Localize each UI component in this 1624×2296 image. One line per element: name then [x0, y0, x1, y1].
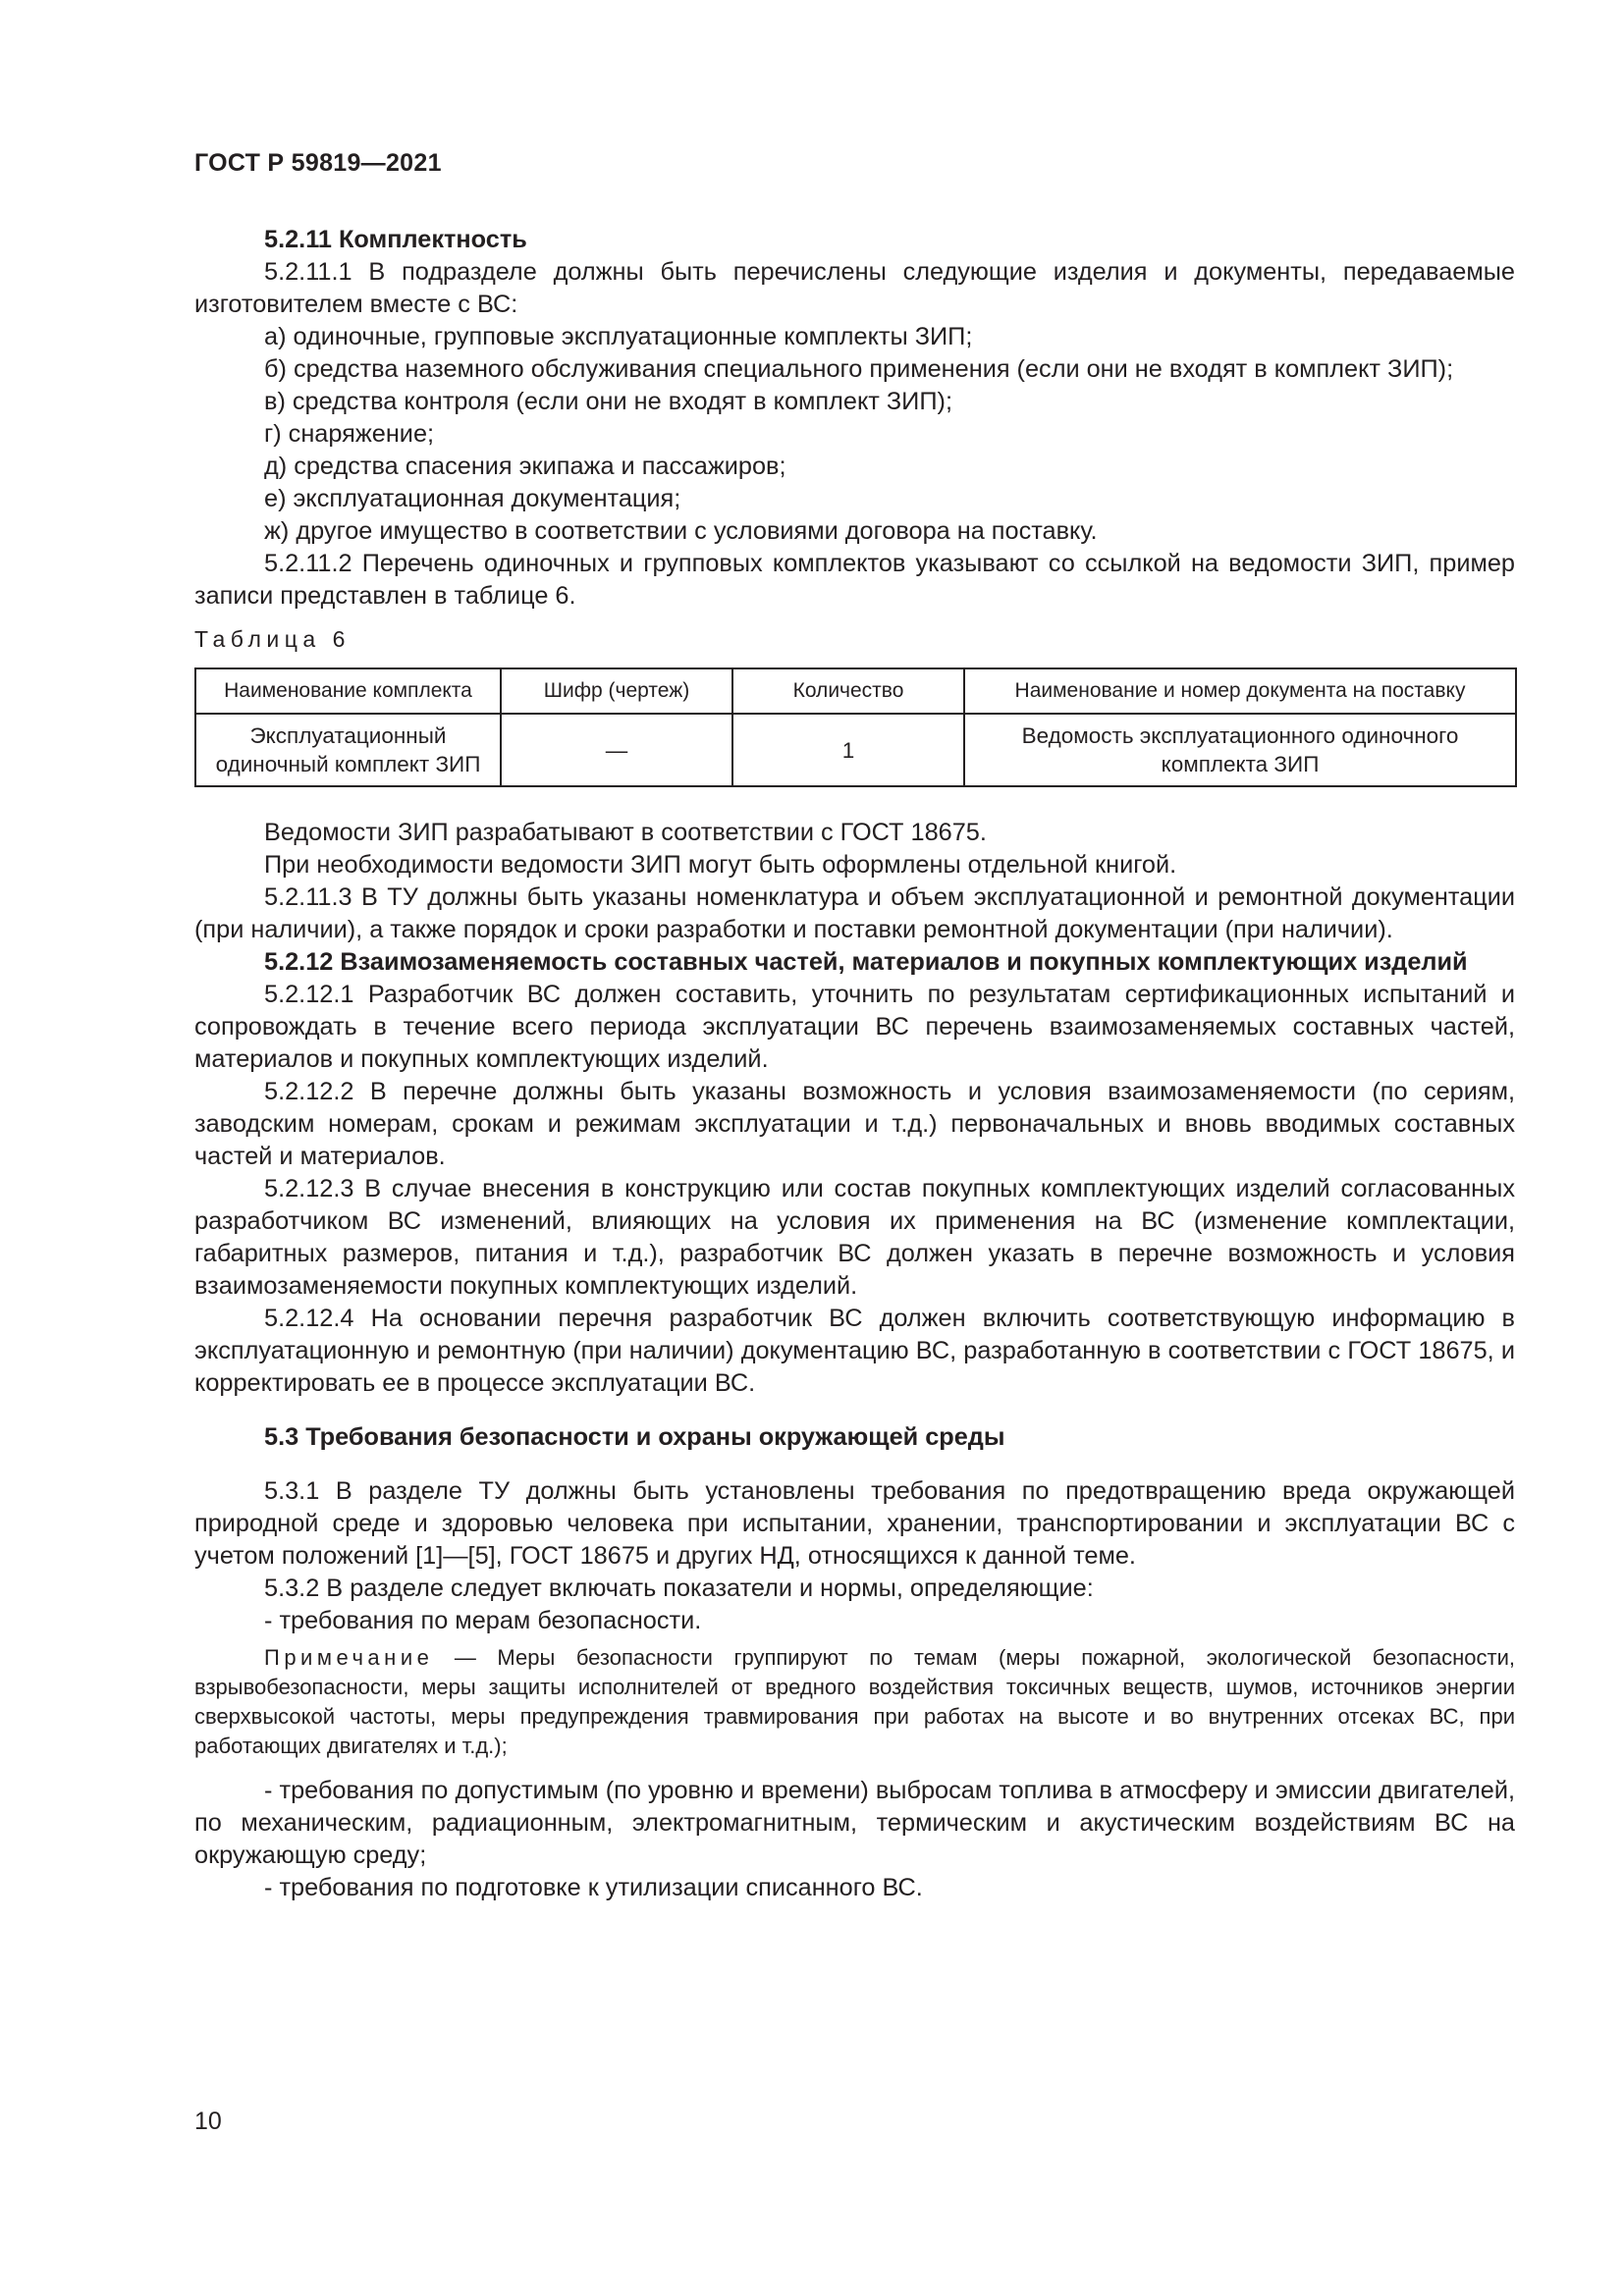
- requirement-item-2: - требования по допустимым (по уровню и времени) выбросам топлива в атмосферу и эмиссии двигателей, по механическим, радиационным, электромагнитным, термическим и акустическим воздействиям ВС на окружающую среду;: [194, 1777, 1515, 1869]
- paragraph-zip-book: При необходимости ведомости ЗИП могут быть оформлены отдельной книгой.: [264, 851, 1177, 879]
- requirement-item-1: - требования по мерам безопасности.: [264, 1607, 702, 1634]
- note-label: Примечание: [264, 1645, 434, 1670]
- table-row: [195, 714, 1516, 786]
- list-item-b: б) средства наземного обслуживания специального применения (если они не входят в комплект ЗИП);: [264, 355, 1454, 383]
- list-item-e: е) эксплуатационная документация;: [264, 485, 681, 512]
- table-header-cell: Шифр (чертеж): [501, 668, 732, 714]
- table-header-cell: Количество: [732, 668, 964, 714]
- table-cell: Эксплуатационный одиночный комплект ЗИП: [195, 714, 501, 786]
- list-item-g: г) снаряжение;: [264, 420, 435, 448]
- table-6: [194, 667, 1517, 787]
- paragraph-5-2-12-2: 5.2.12.2 В перечне должны быть указаны возможность и условия взаимозаменяемости (по сериям, заводским номерам, срокам и режимам эксплуатации и т.д.) первоначальных и вновь вводимых составных частей и материалов.: [194, 1078, 1515, 1170]
- paragraph-5-2-12-1: 5.2.12.1 Разработчик ВС должен составить, уточнить по результатам сертификационных испытаний и сопровождать в течение всего периода эксплуатации ВС перечень взаимозаменяемых составных частей, материалов и покупных комплектующих изделий.: [194, 981, 1515, 1073]
- paragraph-5-2-12-4: 5.2.12.4 На основании перечня разработчик ВС должен включить соответствующую информацию в эксплуатационную и ремонтную (при наличии) документацию ВС, разработанную в соответствии с ГОСТ 18675, и корректировать ее в процессе эксплуатации ВС.: [194, 1305, 1515, 1397]
- table-header-cell: Наименование комплекта: [195, 668, 501, 714]
- list-item-zh: ж) другое имущество в соответствии с условиями договора на поставку.: [264, 517, 1098, 545]
- list-item-v: в) средства контроля (если они не входят в комплект ЗИП);: [264, 388, 953, 415]
- paragraph-5-2-11-2: 5.2.11.2 Перечень одиночных и групповых комплектов указывают со ссылкой на ведомости ЗИП, пример записи представлен в таблице 6.: [194, 550, 1515, 610]
- paragraph-zip-standard: Ведомости ЗИП разрабатывают в соответствии с ГОСТ 18675.: [264, 819, 987, 846]
- document-body: [194, 224, 1515, 1904]
- paragraph-5-3-1: 5.3.1 В разделе ТУ должны быть установлены требования по предотвращению вреда окружающей природной среде и здоровью человека при испытании, хранении, транспортировании и эксплуатации ВС с учетом положений [1]—[5], ГОСТ 18675 и других НД, относящихся к данной теме.: [194, 1477, 1515, 1570]
- list-item-d: д) средства спасения экипажа и пассажиров;: [264, 453, 786, 480]
- table-6-caption: Таблица 6: [194, 626, 351, 652]
- table-cell: —: [501, 714, 732, 786]
- page-header-standard: ГОСТ Р 59819—2021: [194, 149, 442, 177]
- paragraph-5-2-11-1: 5.2.11.1 В подразделе должны быть перечислены следующие изделия и документы, передаваемые изготовителем вместе с ВС:: [194, 258, 1515, 318]
- page-number: 10: [194, 2108, 222, 2135]
- list-item-a: а) одиночные, групповые эксплуатационные комплекты ЗИП;: [264, 323, 973, 350]
- table-header-cell: Наименование и номер документа на поставку: [964, 668, 1516, 714]
- paragraph-5-2-12-3: 5.2.12.3 В случае внесения в конструкцию или состав покупных комплектующих изделий согласованных разработчиком ВС изменений, влияющих на условия их применения на ВС (изменение комплектации, габаритных размеров, питания и т.д.), разработчик ВС должен указать в перечне возможность и условия взаимозаменяемости покупных комплектующих изделий.: [194, 1175, 1515, 1300]
- section-5-2-11-title: 5.2.11 Комплектность: [264, 226, 527, 253]
- requirement-item-3: - требования по подготовке к утилизации списанного ВС.: [264, 1874, 923, 1901]
- section-5-2-12-title: 5.2.12 Взаимозаменяемость составных частей, материалов и покупных комплектующих изделий: [264, 948, 1468, 976]
- note: [194, 1643, 1515, 1761]
- table-header-row: [195, 668, 1516, 714]
- section-5-3-title: 5.3 Требования безопасности и охраны окружающей среды: [264, 1423, 1005, 1451]
- paragraph-5-3-2: 5.3.2 В разделе следует включать показатели и нормы, определяющие:: [264, 1575, 1094, 1602]
- table-cell: 1: [732, 714, 964, 786]
- note-text: — Меры безопасности группируют по темам (меры пожарной, экологической безопасности, взрывобезопасности, меры защиты исполнителей от вредного воздействия токсичных веществ, шумов, источников энергии сверхвысокой частоты, меры предупреждения травмирования при работах на высоте и во внутренних отсеках ВС, при работающих двигателях и т.д.);: [194, 1645, 1515, 1758]
- paragraph-5-2-11-3: 5.2.11.3 В ТУ должны быть указаны номенклатура и объем эксплуатационной и ремонтной документации (при наличии), а также порядок и сроки разработки и поставки ремонтной документации (при наличии).: [194, 883, 1515, 943]
- table-cell: Ведомость эксплуатационного одиночного комплекта ЗИП: [964, 714, 1516, 786]
